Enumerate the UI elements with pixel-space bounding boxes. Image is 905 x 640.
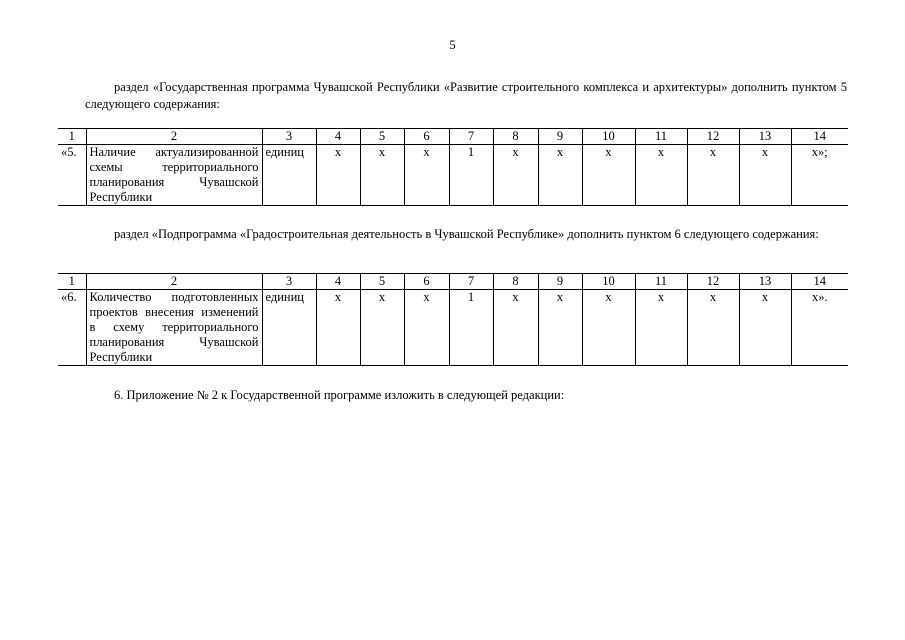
column-header: 13 bbox=[739, 129, 791, 145]
value-cell: x bbox=[739, 290, 791, 366]
value-cell: x bbox=[687, 145, 739, 206]
indicator-name: Количество подготовленных проектов внесения изменений в схему территориального планирования Чувашской Республики bbox=[86, 290, 262, 366]
paragraph-section-program bbox=[85, 79, 847, 113]
value-cell: x bbox=[687, 290, 739, 366]
column-header: 9 bbox=[538, 274, 582, 290]
column-header: 2 bbox=[86, 274, 262, 290]
column-header: 8 bbox=[493, 274, 538, 290]
value-cell: x bbox=[493, 290, 538, 366]
value-cell: x bbox=[493, 145, 538, 206]
value-cell: 1 bbox=[449, 145, 493, 206]
column-header: 7 bbox=[449, 274, 493, 290]
value-cell: x bbox=[404, 290, 449, 366]
paragraph-appendix bbox=[85, 387, 847, 404]
column-header: 13 bbox=[739, 274, 791, 290]
value-cell: x»; bbox=[791, 145, 848, 206]
value-cell: x bbox=[316, 145, 360, 206]
value-cell: x bbox=[538, 145, 582, 206]
value-cell: x». bbox=[791, 290, 848, 366]
column-header: 2 bbox=[86, 129, 262, 145]
column-header: 12 bbox=[687, 274, 739, 290]
value-cell: x bbox=[635, 290, 687, 366]
column-header: 6 bbox=[404, 274, 449, 290]
value-cell: x bbox=[538, 290, 582, 366]
table-row bbox=[58, 290, 848, 366]
unit-cell: единиц bbox=[262, 290, 316, 366]
column-header: 3 bbox=[262, 274, 316, 290]
column-header: 4 bbox=[316, 274, 360, 290]
column-header: 14 bbox=[791, 274, 848, 290]
value-cell: 1 bbox=[449, 290, 493, 366]
column-header: 5 bbox=[360, 129, 404, 145]
value-cell: x bbox=[635, 145, 687, 206]
column-header: 1 bbox=[58, 274, 86, 290]
table-header-row bbox=[58, 129, 848, 145]
paragraph-text: 6. Приложение № 2 к Государственной программе изложить в следующей редакции: bbox=[114, 388, 565, 402]
row-number: «5. bbox=[58, 145, 86, 206]
column-header: 11 bbox=[635, 274, 687, 290]
column-header: 6 bbox=[404, 129, 449, 145]
unit-cell: единиц bbox=[262, 145, 316, 206]
indicator-name: Наличие актуализированной схемы территориального планирования Чувашской Республики bbox=[86, 145, 262, 206]
column-header: 11 bbox=[635, 129, 687, 145]
column-header: 3 bbox=[262, 129, 316, 145]
column-header: 7 bbox=[449, 129, 493, 145]
column-header: 5 bbox=[360, 274, 404, 290]
column-header: 1 bbox=[58, 129, 86, 145]
value-cell: x bbox=[404, 145, 449, 206]
table-header-row bbox=[58, 274, 848, 290]
value-cell: x bbox=[582, 145, 635, 206]
column-header: 8 bbox=[493, 129, 538, 145]
paragraph-section-subprogram bbox=[85, 226, 847, 243]
column-header: 4 bbox=[316, 129, 360, 145]
column-header: 14 bbox=[791, 129, 848, 145]
indicator-table-1 bbox=[58, 128, 848, 206]
row-number: «6. bbox=[58, 290, 86, 366]
column-header: 12 bbox=[687, 129, 739, 145]
value-cell: x bbox=[360, 145, 404, 206]
page-number: 5 bbox=[449, 38, 456, 52]
value-cell: x bbox=[360, 290, 404, 366]
column-header: 9 bbox=[538, 129, 582, 145]
table-row bbox=[58, 145, 848, 206]
column-header: 10 bbox=[582, 274, 635, 290]
value-cell: x bbox=[316, 290, 360, 366]
paragraph-text: раздел «Подпрограмма «Градостроительная деятельность в Чувашской Республике» дополнить пунктом 6 следующего содержания: bbox=[114, 227, 819, 241]
value-cell: x bbox=[582, 290, 635, 366]
value-cell: x bbox=[739, 145, 791, 206]
indicator-table-2 bbox=[58, 273, 848, 366]
paragraph-text: раздел «Государственная программа Чувашской Республики «Развитие строительного комплекса и архитектуры» дополнить пунктом 5 следующего содержания: bbox=[85, 80, 847, 111]
column-header: 10 bbox=[582, 129, 635, 145]
